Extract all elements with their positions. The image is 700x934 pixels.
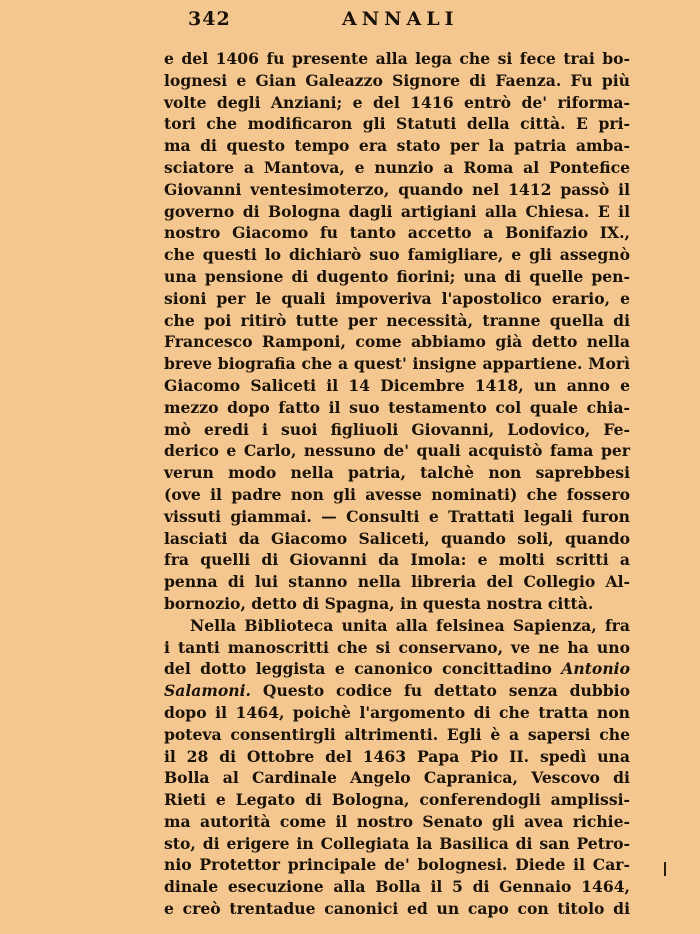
text-line: nio Protettor principale de' bolognesi. Diede il Car- xyxy=(164,855,630,875)
text-line: lasciati da Giacomo Saliceti, quando soli, quando xyxy=(164,528,630,548)
text-line-italic: Salamoni. xyxy=(164,681,251,701)
text-line: dopo il 1464, poichè l'argomento di che tratta non xyxy=(164,702,630,722)
body-text xyxy=(164,48,630,920)
text-line: penna di lui stanno nella libreria del Collegio Al- xyxy=(164,572,630,592)
text-line: dinale esecuzione alla Bolla il 5 di Gennaio 1464, xyxy=(164,877,630,897)
text-line: derico e Carlo, nessuno de' quali acquistò fama per xyxy=(164,441,630,461)
text-line: e del 1406 fu presente alla lega che si fece trai bo- xyxy=(164,49,630,68)
text-line: (ove il padre non gli avesse nominati) che fossero xyxy=(164,484,630,504)
text-line: ma di questo tempo era stato per la patria amba- xyxy=(164,136,630,156)
text-line-roman: del dotto leggista e canonico concittadino xyxy=(164,659,562,679)
text-line: sto, di erigere in Collegiata la Basilica di san Petro- xyxy=(164,833,630,853)
text-line-italic: Antonio xyxy=(561,659,630,679)
text-line xyxy=(164,680,630,702)
text-line: i tanti manoscritti che si conservano, ve ne ha uno xyxy=(164,637,630,657)
text-line: che questi lo dichiarò suo famigliare, e gli assegnò xyxy=(164,245,630,265)
text-line-roman: Questo codice fu dettato senza dubbio xyxy=(250,681,630,701)
text-line: nostro Giacomo fu tanto accetto a Bonifazio IX., xyxy=(164,223,630,243)
text-line: volte degli Anziani; e del 1416 entrò de' riforma- xyxy=(164,92,630,112)
text-line: il 28 di Ottobre del 1463 Papa Pio II. spedì una xyxy=(164,746,630,766)
text-line: vissuti giammai. — Consulti e Trattati legali furon xyxy=(164,506,630,526)
text-line: breve biografia che a quest' insigne appartiene. Morì xyxy=(164,354,630,374)
text-line: tori che modificaron gli Statuti della città. E pri- xyxy=(164,114,630,134)
text-line: Giovanni ventesimoterzo, quando nel 1412 passò il xyxy=(164,179,630,199)
text-line: sioni per le quali impoveriva l'apostolico erario, e xyxy=(164,288,630,308)
page-number: 342 xyxy=(188,8,231,30)
text-line: Francesco Ramponi, come abbiamo già detto nella xyxy=(164,332,630,352)
text-line: poteva consentirgli altrimenti. Egli è a sapersi che xyxy=(164,724,630,744)
text-line: sciatore a Mantova, e nunzio a Roma al Pontefice xyxy=(164,157,630,177)
page-header xyxy=(188,8,633,34)
text-line: Giacomo Saliceti il 14 Dicembre 1418, un anno e xyxy=(164,375,630,395)
text-line: mò eredi i suoi figliuoli Giovanni, Lodovico, Fe- xyxy=(164,419,630,439)
text-line: mezzo dopo fatto il suo testamento col quale chia- xyxy=(164,397,630,417)
text-line: Bolla al Cardinale Angelo Capranica, Vescovo di xyxy=(164,768,630,788)
text-line xyxy=(164,658,630,680)
text-line: e creò trentadue canonici ed un capo con titolo di xyxy=(164,899,630,919)
text-line: fra quelli di Giovanni da Imola: e molti scritti a xyxy=(164,550,630,570)
text-line: Rieti e Legato di Bologna, conferendogli amplissi- xyxy=(164,790,630,810)
margin-mark xyxy=(664,862,666,876)
text-line: che poi ritirò tutte per necessità, tranne quella di xyxy=(164,310,630,330)
running-title: ANNALI xyxy=(342,8,459,30)
text-line: lognesi e Gian Galeazzo Signore di Faenza. Fu più xyxy=(164,70,630,90)
text-line: una pensione di dugento fiorini; una di quelle pen- xyxy=(164,266,630,286)
text-line: governo di Bologna dagli artigiani alla Chiesa. E il xyxy=(164,201,630,221)
text-line: ma autorità come il nostro Senato gli avea richie- xyxy=(164,811,630,831)
text-line: verun modo nella patria, talchè non saprebbesi xyxy=(164,463,630,483)
text-line: bornozio, detto di Spagna, in questa nostra città. xyxy=(164,593,594,613)
text-line: Nella Biblioteca unita alla felsinea Sapienza, fra xyxy=(190,615,630,635)
